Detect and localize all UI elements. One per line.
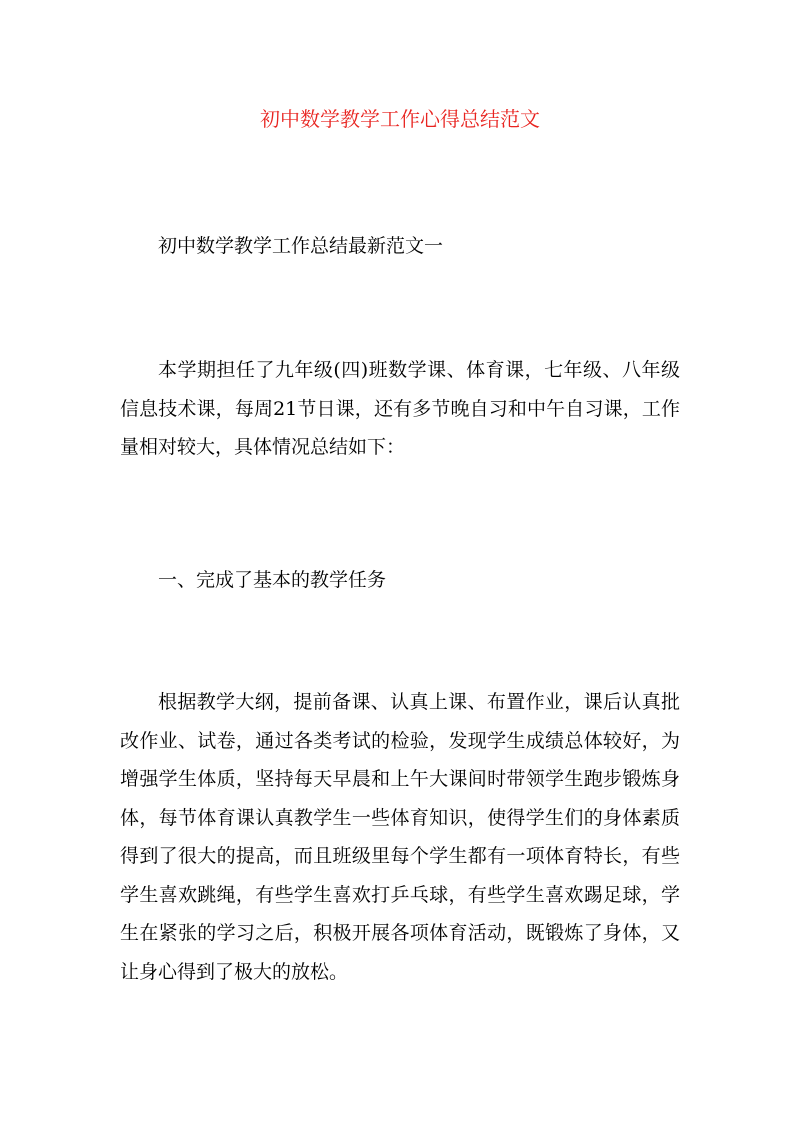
paragraph-teaching-tasks: 根据教学大纲，提前备课、认真上课、布置作业，课后认真批改作业、试卷，通过各类考试的检验，发现学生成绩总体较好，为增强学生体质，坚持每天早晨和上午大课间时带领学生跑步锻炼身体，每节体育课认真教学生一些体育知识，使得学生们的身体素质得到了很大的提高，而且班级里每个学生都有一项体育特长，有些学生喜欢跳绳，有些学生喜欢打乒乓球，有些学生喜欢踢足球，学生在紧张的学习之后，积极开展各项体育活动，既锻炼了身体，又让身心得到了极大的放松。 <box>120 691 680 983</box>
document-title: 初中数学教学工作心得总结范文 <box>260 107 540 131</box>
section-heading-1: 一、完成了基本的教学任务 <box>158 569 387 591</box>
document-subtitle: 初中数学教学工作总结最新范文一 <box>158 235 444 257</box>
paragraph-intro: 本学期担任了九年级(四)班数学课、体育课，七年级、八年级信息技术课，每周21节日课，还有多节晚自习和中午自习课，工作量相对较大，具体情况总结如下： <box>120 359 680 458</box>
